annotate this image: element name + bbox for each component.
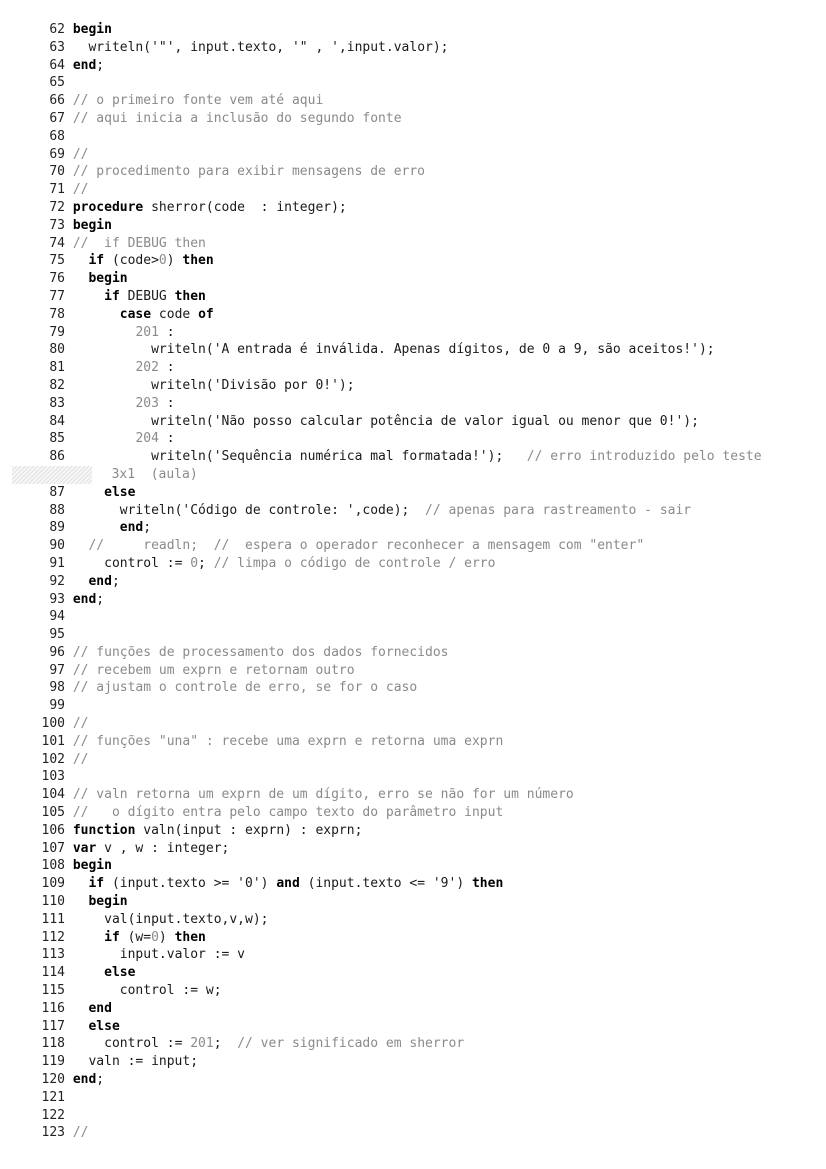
code-text	[65, 893, 798, 911]
line-number: 83	[49, 395, 65, 411]
code-text	[65, 555, 798, 573]
code-text	[65, 430, 798, 448]
code-text	[65, 715, 798, 733]
comment: // if DEBUG then	[72, 235, 206, 251]
line-number: 71	[49, 182, 65, 198]
line-number: 90	[49, 538, 65, 554]
code-text	[65, 929, 798, 947]
code-line	[38, 679, 798, 697]
keyword: if	[88, 253, 105, 269]
keyword: end	[72, 591, 97, 607]
keyword: then	[174, 929, 206, 945]
code-token: :	[158, 324, 175, 340]
code-text	[65, 21, 798, 39]
code-text	[65, 306, 798, 324]
line-number: 106	[41, 822, 65, 838]
line-number: 89	[49, 520, 65, 536]
code-text	[65, 946, 798, 964]
code-line	[38, 644, 798, 662]
line-number: 115	[41, 983, 65, 999]
code-line	[38, 217, 798, 235]
code-text	[65, 484, 798, 502]
code-line	[38, 57, 798, 75]
code-text	[65, 1107, 798, 1125]
code-line	[38, 1107, 798, 1125]
line-number: 103	[41, 769, 65, 785]
line-number: 66	[49, 93, 65, 109]
code-token: :	[158, 431, 175, 447]
line-number: 116	[41, 1000, 65, 1016]
code-line	[38, 430, 798, 448]
code-line	[38, 288, 798, 306]
code-text	[65, 608, 798, 626]
keyword: then	[182, 253, 214, 269]
code-text	[65, 252, 798, 270]
keyword: var	[72, 840, 97, 856]
line-number: 65	[49, 75, 65, 91]
code-text	[65, 768, 798, 786]
keyword: if	[104, 288, 120, 304]
code-line	[38, 377, 798, 395]
keyword: begin	[72, 858, 112, 874]
line-number: 110	[41, 894, 65, 910]
code-text	[65, 146, 798, 164]
keyword: end	[72, 57, 97, 73]
line-number: 121	[41, 1089, 65, 1105]
code-text	[65, 1018, 798, 1036]
comment: // erro introduzido pelo teste	[526, 449, 762, 465]
line-number: 80	[49, 342, 65, 358]
code-line	[38, 608, 798, 626]
code-token: )	[158, 929, 175, 945]
code-line	[38, 235, 798, 253]
line-number: 75	[49, 253, 65, 269]
comment: // o dígito entra pelo campo texto do parâmetro input	[72, 805, 504, 821]
keyword: function	[72, 822, 136, 838]
line-number: 104	[41, 787, 65, 803]
keyword: and	[276, 876, 300, 892]
code-line	[38, 306, 798, 324]
code-token: (input.texto <= '9')	[299, 876, 472, 892]
code-line	[38, 163, 798, 181]
wrap-indicator	[12, 466, 92, 484]
line-number: 82	[49, 377, 65, 393]
code-text	[65, 341, 798, 359]
comment: 3x1 (aula)	[111, 466, 198, 482]
keyword: then	[471, 876, 504, 892]
code-line	[38, 591, 798, 609]
number-literal: 0	[190, 555, 199, 571]
code-text	[65, 591, 798, 609]
code-token: writeln('Divisão por 0!');	[151, 377, 355, 393]
code-text	[65, 270, 798, 288]
code-line	[38, 946, 798, 964]
code-line	[38, 697, 798, 715]
line-number: 113	[41, 947, 65, 963]
comment: // apenas para rastreamento - sair	[425, 502, 692, 518]
code-line-continuation	[38, 466, 798, 484]
line-number: 72	[49, 199, 65, 215]
code-token: ;	[143, 520, 152, 536]
line-number: 96	[49, 644, 65, 660]
code-text	[65, 982, 798, 1000]
line-number: 108	[41, 858, 65, 874]
line-number: 81	[49, 360, 65, 376]
number-literal: 204	[135, 431, 159, 447]
code-line	[38, 786, 798, 804]
code-token: control := w;	[119, 983, 222, 999]
line-number: 93	[49, 591, 65, 607]
line-number: 119	[41, 1054, 65, 1070]
code-text	[65, 128, 798, 146]
code-text	[65, 644, 798, 662]
code-text	[65, 74, 798, 92]
code-line	[38, 1035, 798, 1053]
code-line	[38, 413, 798, 431]
code-line	[38, 1000, 798, 1018]
comment: // ajustam o controle de erro, se for o caso	[72, 680, 418, 696]
line-number: 88	[49, 502, 65, 518]
code-line	[38, 857, 798, 875]
line-number: 102	[41, 751, 65, 767]
line-number: 70	[49, 164, 65, 180]
comment: // procedimento para exibir mensagens de erro	[72, 164, 426, 180]
line-number: 112	[41, 929, 65, 945]
code-text	[65, 1124, 798, 1142]
comment: //	[72, 182, 89, 198]
code-text	[65, 181, 798, 199]
code-token: writeln('Não posso calcular potência de valor igual ou menor que 0!');	[151, 413, 699, 429]
code-line	[38, 128, 798, 146]
code-text	[65, 39, 798, 57]
line-number: 64	[49, 57, 65, 73]
line-number: 86	[49, 449, 65, 465]
code-token: :	[158, 360, 175, 376]
code-line	[38, 768, 798, 786]
line-number: 120	[41, 1072, 65, 1088]
code-text	[65, 840, 798, 858]
comment: // recebem um exprn e retornam outro	[72, 662, 355, 678]
code-line	[38, 1018, 798, 1036]
code-token: control :=	[104, 1036, 191, 1052]
code-line	[38, 822, 798, 840]
code-line	[38, 840, 798, 858]
number-literal: 201	[190, 1036, 214, 1052]
comment: //	[72, 146, 89, 162]
code-token: DEBUG	[119, 288, 175, 304]
line-number: 69	[49, 146, 65, 162]
comment: // readln; // espera o operador reconhecer a mensagem com "enter"	[88, 538, 645, 554]
number-literal: 201	[135, 324, 159, 340]
code-text	[65, 199, 798, 217]
code-text	[65, 502, 798, 520]
code-line	[38, 39, 798, 57]
line-number: 99	[49, 698, 65, 714]
code-text	[65, 857, 798, 875]
comment: // aqui inicia a inclusão do segundo fonte	[72, 110, 402, 126]
line-number: 122	[41, 1107, 65, 1123]
code-line	[38, 733, 798, 751]
code-text	[65, 573, 798, 591]
code-line	[38, 341, 798, 359]
code-token: ;	[96, 591, 105, 607]
keyword: end	[88, 573, 112, 589]
comment: // o primeiro fonte vem até aqui	[72, 93, 324, 109]
code-token: ;	[213, 1036, 238, 1052]
comment: // valn retorna um exprn de um dígito, erro se não for um número	[72, 787, 574, 803]
code-text	[65, 92, 798, 110]
code-line	[38, 448, 798, 466]
code-line	[38, 110, 798, 128]
code-token: :	[158, 395, 175, 411]
code-text	[65, 413, 798, 431]
code-line	[38, 146, 798, 164]
keyword: else	[88, 1018, 120, 1034]
code-text	[65, 1000, 798, 1018]
line-number: 101	[41, 733, 65, 749]
code-line	[38, 929, 798, 947]
code-line	[38, 519, 798, 537]
code-token: writeln('"', input.texto, '" , ',input.valor);	[88, 39, 449, 55]
code-line	[38, 199, 798, 217]
line-number: 105	[41, 805, 65, 821]
code-text	[65, 911, 798, 929]
code-line	[38, 893, 798, 911]
code-text	[65, 626, 798, 644]
code-text	[65, 964, 798, 982]
keyword: begin	[88, 271, 128, 287]
comment: //	[72, 751, 89, 767]
line-number: 68	[49, 128, 65, 144]
code-listing	[38, 21, 798, 1142]
code-text	[65, 733, 798, 751]
code-line	[38, 662, 798, 680]
code-token: sherror(code : integer);	[143, 199, 347, 215]
code-token: code	[151, 306, 199, 322]
code-line	[38, 181, 798, 199]
line-number: 109	[41, 876, 65, 892]
code-line	[38, 252, 798, 270]
code-text	[65, 288, 798, 306]
comment: // funções "una" : recebe uma exprn e retorna uma exprn	[72, 733, 504, 749]
code-token: writeln('A entrada é inválida. Apenas dígitos, de 0 a 9, são aceitos!');	[151, 342, 715, 358]
code-token: val(input.texto,v,w);	[104, 911, 269, 927]
line-number: 92	[49, 573, 65, 589]
code-text	[65, 875, 798, 893]
code-line	[38, 324, 798, 342]
code-line	[38, 875, 798, 893]
number-literal: 0	[158, 253, 167, 269]
keyword: case	[119, 306, 152, 322]
line-number: 123	[41, 1125, 65, 1141]
line-number: 107	[41, 840, 65, 856]
code-line	[38, 715, 798, 733]
line-number: 84	[49, 413, 65, 429]
keyword: end	[72, 1072, 97, 1088]
comment: // limpa o código de controle / erro	[213, 555, 496, 571]
code-token: input.valor := v	[119, 947, 246, 963]
keyword: if	[88, 876, 105, 892]
code-token: (input.texto >= '0')	[104, 876, 277, 892]
keyword: end	[119, 520, 144, 536]
code-line	[38, 964, 798, 982]
code-token: ;	[198, 555, 214, 571]
keyword: of	[198, 306, 214, 322]
code-text	[65, 662, 798, 680]
line-number: 94	[49, 609, 65, 625]
code-text	[65, 751, 798, 769]
code-text	[65, 359, 798, 377]
line-number: 77	[49, 288, 65, 304]
code-line	[38, 626, 798, 644]
code-line	[38, 573, 798, 591]
keyword: then	[174, 288, 206, 304]
line-number: 79	[49, 324, 65, 340]
code-line	[38, 911, 798, 929]
line-number: 62	[49, 22, 65, 37]
code-token: writeln('Código de controle: ',code);	[119, 502, 426, 518]
code-line	[38, 359, 798, 377]
code-token: control :=	[104, 555, 191, 571]
code-line	[38, 395, 798, 413]
code-text	[65, 1089, 798, 1107]
code-text	[65, 822, 798, 840]
code-token: (w=	[119, 929, 152, 945]
code-line	[38, 484, 798, 502]
code-line	[38, 1053, 798, 1071]
code-token: (code>	[104, 253, 159, 269]
line-number: 117	[41, 1018, 65, 1034]
comment: // ver significado em sherror	[237, 1036, 465, 1052]
code-text	[65, 377, 798, 395]
comment: //	[72, 716, 89, 732]
code-text	[65, 217, 798, 235]
code-line	[38, 555, 798, 573]
number-literal: 203	[135, 395, 159, 411]
code-token: ;	[96, 1072, 105, 1088]
code-text	[65, 1053, 798, 1071]
code-text	[65, 448, 798, 466]
code-token: )	[166, 253, 183, 269]
code-text	[65, 697, 798, 715]
line-number: 74	[49, 235, 65, 251]
code-line	[38, 537, 798, 555]
code-text	[65, 786, 798, 804]
code-text	[65, 395, 798, 413]
code-token: valn(input : exprn) : exprn;	[135, 822, 363, 838]
keyword: else	[104, 965, 136, 981]
line-number: 95	[49, 627, 65, 643]
code-text	[65, 537, 798, 555]
line-number: 85	[49, 431, 65, 447]
code-line	[38, 1089, 798, 1107]
line-number: 91	[49, 555, 65, 571]
number-literal: 0	[151, 929, 159, 945]
code-line	[38, 74, 798, 92]
line-number: 100	[41, 716, 65, 732]
code-line	[38, 804, 798, 822]
code-text	[92, 466, 798, 484]
code-text	[65, 324, 798, 342]
line-number: 111	[41, 911, 65, 927]
code-line	[38, 270, 798, 288]
comment: //	[72, 1125, 89, 1141]
keyword: else	[104, 484, 136, 500]
number-literal: 202	[135, 360, 159, 376]
keyword: begin	[88, 894, 128, 910]
keyword: procedure	[72, 199, 144, 215]
line-number: 78	[49, 306, 65, 322]
line-number: 63	[49, 39, 65, 55]
code-text	[65, 110, 798, 128]
code-text	[65, 163, 798, 181]
code-line	[38, 751, 798, 769]
line-number: 87	[49, 484, 65, 500]
code-line	[38, 982, 798, 1000]
line-number: 76	[49, 271, 65, 287]
line-number: 118	[41, 1036, 65, 1052]
code-text	[65, 519, 798, 537]
code-text	[65, 679, 798, 697]
line-number: 97	[49, 662, 65, 678]
keyword: if	[104, 929, 120, 945]
code-line	[38, 92, 798, 110]
line-number: 73	[49, 217, 65, 233]
code-line	[38, 1124, 798, 1142]
keyword: begin	[72, 22, 112, 37]
code-text	[65, 1071, 798, 1089]
code-line	[38, 21, 798, 39]
code-text	[65, 235, 798, 253]
code-text	[65, 804, 798, 822]
comment: // funções de processamento dos dados fornecidos	[72, 644, 449, 660]
code-line	[38, 502, 798, 520]
code-text	[65, 1035, 798, 1053]
line-number: 67	[49, 110, 65, 126]
line-number: 98	[49, 680, 65, 696]
code-token: valn := input;	[88, 1054, 199, 1070]
code-line	[38, 1071, 798, 1089]
code-token: ;	[111, 573, 120, 589]
line-number: 114	[41, 965, 65, 981]
keyword: begin	[72, 217, 112, 233]
keyword: end	[88, 1000, 112, 1016]
code-token: ;	[96, 57, 105, 73]
code-token: v , w : integer;	[96, 840, 230, 856]
code-text	[65, 57, 798, 75]
code-token: writeln('Sequência numérica mal formatada!');	[151, 449, 527, 465]
